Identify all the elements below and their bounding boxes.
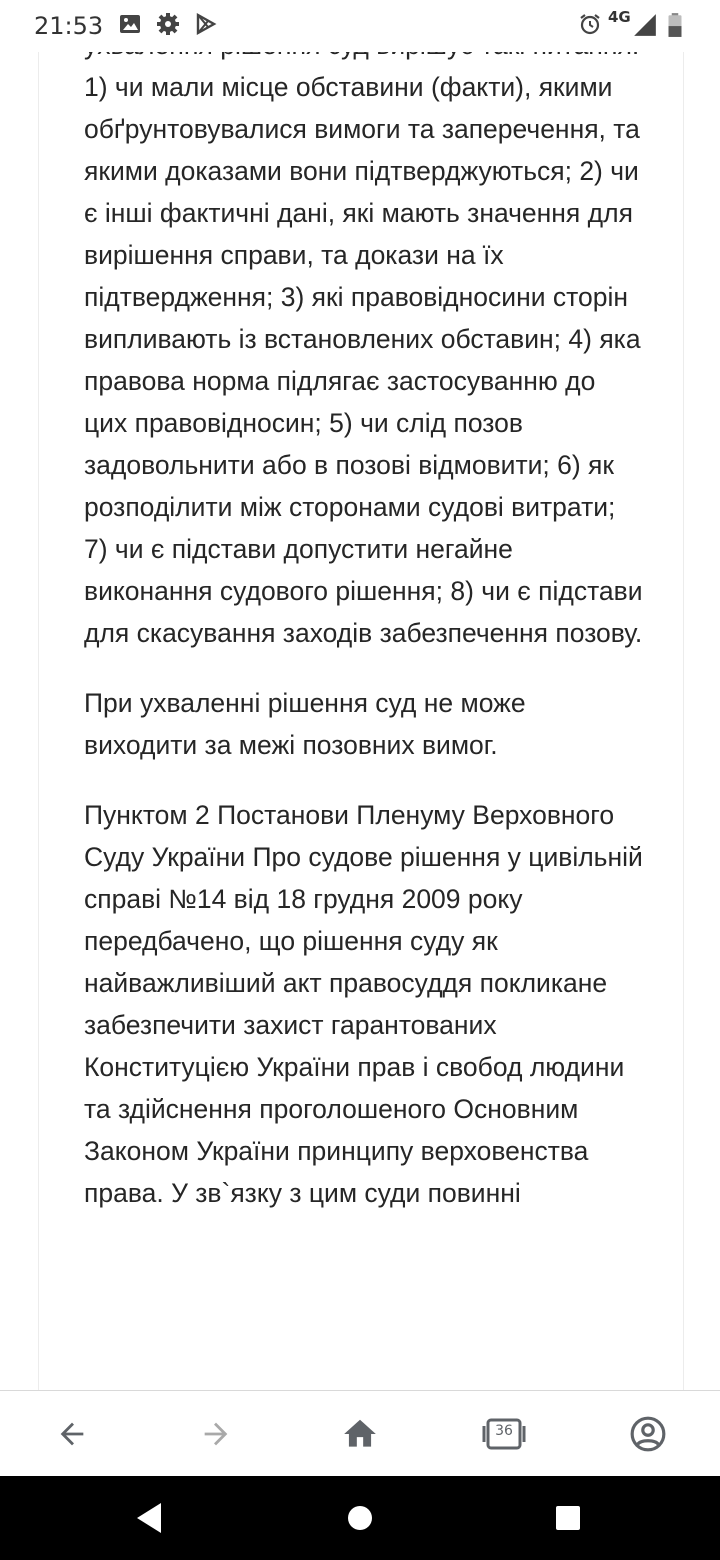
circle-home-icon: [346, 1504, 374, 1532]
back-button[interactable]: [45, 1407, 99, 1461]
article-paragraph: При ухваленні рішення суд не може виходити за межі позовних вимог.: [84, 688, 526, 760]
account-button[interactable]: [621, 1407, 675, 1461]
browser-toolbar: [0, 1390, 720, 1477]
article-paragraph: 1) чи мали місце обставини (факти), якими обґрунтовувалися вимоги та заперечення, та якими доказами вони підтверджуються; 2) чи є інші фактичні дані, які мають значення для вирішення справи, та докази на їх підтвердження; 3) які правовідносини сторін випливають із встановлених обставин; 4) яка правова норма підлягає застосуванню до цих правовідносин; 5) чи слід позов задовольнити або в позові відмовити; 6) як розподілити між сторонами судові витрати; 7) чи є підстави допустити негайне виконання судового рішення; 8) чи є підстави для скасування заходів забезпечення позову.: [84, 72, 643, 648]
account-icon: [629, 1415, 667, 1453]
play-store-icon: [194, 12, 220, 38]
forward-button[interactable]: [189, 1407, 243, 1461]
nav-home-button[interactable]: [338, 1496, 382, 1540]
home-icon: [341, 1415, 379, 1453]
back-icon: [55, 1417, 89, 1451]
forward-icon: [199, 1417, 233, 1451]
tabs-button[interactable]: [477, 1407, 531, 1461]
image-icon: [118, 12, 144, 38]
home-button[interactable]: [333, 1407, 387, 1461]
square-recents-icon: [554, 1504, 582, 1532]
nav-recents-button[interactable]: [546, 1496, 590, 1540]
triangle-back-icon: [135, 1501, 165, 1535]
network-type: 4G: [608, 8, 631, 26]
nav-back-button[interactable]: [128, 1496, 172, 1540]
status-time: 21:53: [34, 12, 104, 40]
signal-icon: [632, 12, 658, 38]
article-body: [84, 24, 644, 1242]
alarm-icon: [578, 12, 604, 38]
status-bar: [0, 0, 720, 52]
settings-icon: [156, 12, 182, 38]
tab-count: 36: [495, 1423, 513, 1439]
system-navigation-bar: [0, 1476, 720, 1560]
article-paragraph: Пунктом 2 Постанови Пленуму Верховного Суду України Про судове рішення у цивільній справі №14 від 18 грудня 2009 року передбачено, що рішення суду як найважливіший акт правосуддя покликане забезпечити захист гарантованих Конституцією України прав і свобод людини та здійснення проголошеного Основним Законом України принципу верховенства права. У зв`язку з цим суди повинні: [84, 800, 643, 1208]
battery-icon: [664, 12, 690, 38]
